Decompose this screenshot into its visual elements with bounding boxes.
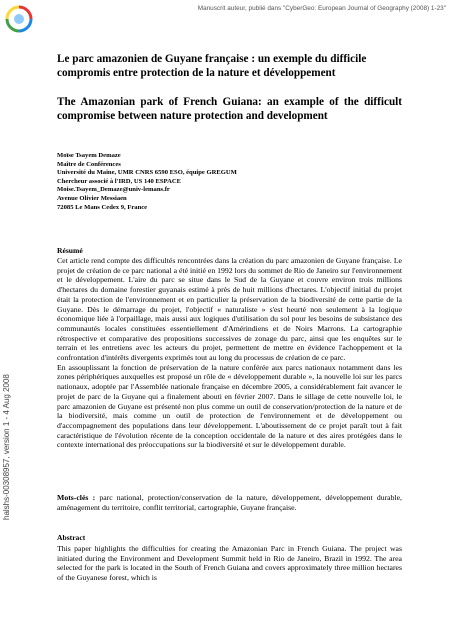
author-street: Avenue Olivier Messiaen [57,194,127,202]
title-english: The Amazonian park of French Guiana: an example of the difficult compromise between nature protection and development [57,96,402,122]
manuscript-header-note: Manuscrit auteur, publié dans "CyberGeo: European Journal of Geography (2008) 1-23" [197,5,446,12]
author-associate: Chercheur associé à l'IRD, US 140 ESPACE [57,177,182,185]
resume-body [57,256,402,450]
keywords-block [57,493,402,512]
author-block [57,152,402,212]
keywords-label: Mots-clés : [57,493,96,502]
author-position: Maître de Conférences [57,160,121,168]
author-affiliation: Université du Maine, UMR CNRS 6590 ESO, équipe GREGUM [57,169,237,177]
author-name: Moïse Tsayem Demaze [57,152,121,159]
title-french: Le parc amazonien de Guyane française : un exemple du difficile compromis entre protection de la nature et développement [57,53,367,79]
resume-paragraph: Cet article rend compte des difficultés rencontrées dans la création du parc amazonien de Guyane française. Le projet de création de ce parc national a été initié en 1992 lors du sommet de Rio de Janeiro sur l'environnement et le développement. L'aire du parc se situe dans le Sud de la Guyane et couvre environ trois millions d'hectares du domaine forestier guyanais estimé à près de huit millions d'hectares. L'objectif initial du projet était la protection de l'environnement et en particulier la préservation de la biodiversité de cette partie de la Guyane. Dès le démarrage du projet, l'objectif « naturaliste » s'est heurté non seulement à la logique économique liée à l'orpaillage, mais aussi aux logiques d'utilisation du sol pour les besoins de subsistance des communautés locales constituées essentiellement d'Amérindiens et de Noirs Marrons. La cartographie rétrospective et comparative des propositions successives de zonage du parc, ainsi que les enquêtes sur le terrain et les entretiens avec les acteurs du projet, permettent de mettre en évidence l'achoppement et la confrontation d'intérêts divergents exprimés tout au long du processus de création de ce parc. [57,256,402,363]
abstract-body: This paper highlights the difficulties for creating the Amazonian Parc in French Guiana. The project was initiated during the Environment and Development Summit held in Rio de Janeiro, Brazil in 1992. The area selected for the park is located in the South of French Guiana and covers approximately three million hectares of the Guyanese forest, which is [57,544,402,583]
hal-identifier-sidebar: halshs-00308957, version 1 - 4 Aug 2008 [2,374,11,520]
resume-paragraph: En assouplissant la fonction de préservation de la nature conférée aux parcs nationaux notamment dans les zones périphériques auxquelles est proposé un rôle de « développement durable », la nouvelle loi sur les parcs nationaux, adoptée par l'Assemblée nationale française en décembre 2005, a considérablement fait avancer le projet de parc de la Guyane qui a finalement abouti en février 2007. Dans le sillage de cette nouvelle loi, le parc amazonien de Guyane est présenté non plus comme un outil de conservation/protection de la nature et de la biodiversité, mais comme un outil de protection de l'environnement et de développement ou d'accompagnement des populations dans leur développement. L'aboutissement de ce projet paraît tout à fait caractéristique de l'évolution récente de la conception occidentale de la nature et des aires protégées dans le contexte international des préoccupations sur la biodiversité et sur le développement durable. [57,362,402,450]
author-city: 72085 Le Mans Cedex 9, France [57,203,148,211]
abstract-heading: Abstract [57,533,86,542]
resume-heading: Résumé [57,246,83,255]
author-email[interactable]: Moise.Tsayem_Demaze@univ-lemans.fr [57,186,170,194]
keywords-text: parc national, protection/conservation de la nature, développement, développement durable, aménagement du territoire, conflit territorial, cartographie, Guyane française. [57,493,402,512]
